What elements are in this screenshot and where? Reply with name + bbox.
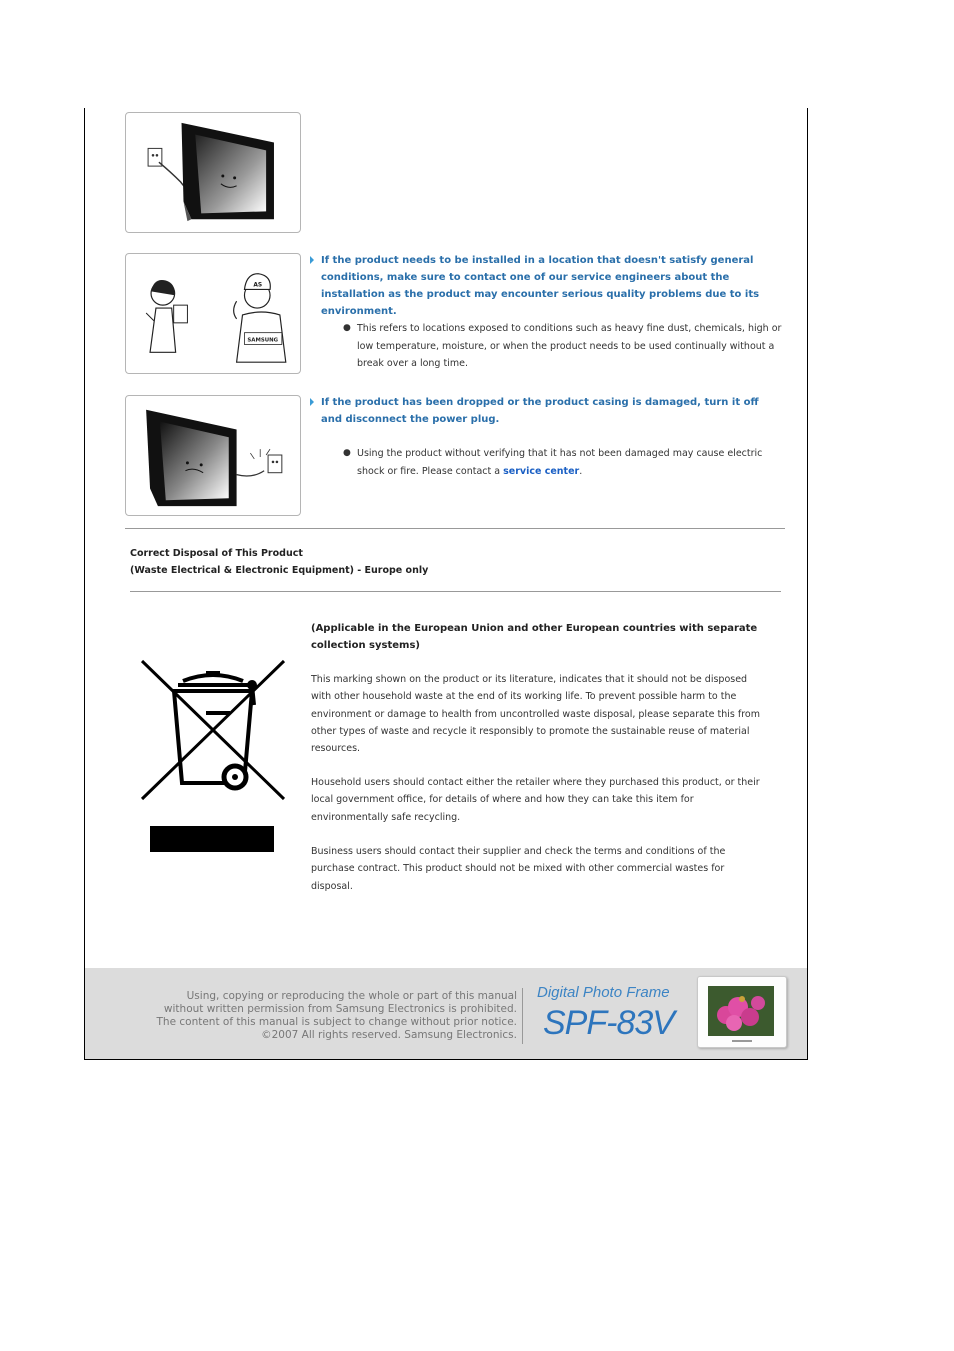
model-name: SPF-83V	[543, 1004, 674, 1042]
divider	[125, 528, 785, 529]
product-photo	[697, 976, 787, 1048]
arrow-right-icon	[310, 256, 314, 264]
disposal-paragraph-3: Business users should contact their supplier and check the terms and conditions of the purchase contract. This product should not be mixed with other commercial wastes for disposal.	[311, 846, 726, 892]
bullet-text	[343, 445, 783, 480]
disposal-paragraph-1: This marking shown on the product or its literature, indicates that it should not be disposed with other household waste at the end of its working life. To prevent possible harm to the environment or damage to health from uncontrolled waste disposal, please separate this from other types of waste and recycle it responsibly to promote the sustainable reuse of material resources.	[311, 674, 760, 755]
bullet-text: This refers to locations exposed to conditions such as heavy fine dust, chemicals, high or low temperature, moisture, or when the product needs to be used continually without a break over a long time.	[357, 323, 782, 369]
disposal-applicable: (Applicable in the European Union and other European countries with separate collection systems)	[311, 623, 758, 652]
arrow-right-icon	[310, 398, 314, 406]
footer-notice	[157, 990, 517, 1042]
warning-installation-heading	[310, 252, 780, 320]
disposal-title	[130, 545, 428, 579]
page-frame	[84, 108, 808, 1060]
cap-label: AS	[253, 282, 263, 289]
illustration-frame-unplug	[125, 395, 301, 516]
divider	[130, 591, 781, 592]
warning-text: If the product needs to be installed in a location that doesn't satisfy general conditions, make sure to contact one of our service engineers about the installation as the product may encounter serious quality problems due to its environment.	[321, 255, 760, 317]
footer-notice-line4: ©2007 All rights reserved. Samsung Electronics.	[261, 1029, 517, 1041]
product-line: Digital Photo Frame	[537, 984, 670, 1001]
frame-unplug-illustration	[126, 396, 300, 515]
footer	[84, 968, 808, 1060]
warning-text: If the product has been dropped or the product casing is damaged, turn it off and disconnect the power plug.	[321, 397, 759, 425]
frame-plug-illustration	[126, 113, 300, 232]
illustration-frame-plugged-in	[125, 112, 301, 233]
footer-notice-line1: Using, copying or reproducing the whole or part of this manual	[186, 990, 517, 1002]
bullet-dot-icon: ●	[343, 448, 351, 458]
disposal-title-line2: (Waste Electrical & Electronic Equipment) - Europe only	[130, 565, 429, 576]
shirt-label: SAMSUNG	[247, 337, 279, 344]
disposal-paragraph-2: Household users should contact either the retailer where they purchased this product, or their local government office, for details of where and how they can take this item for environmentally safe recycling.	[311, 777, 760, 823]
footer-notice-line3: The content of this manual is subject to change without prior notice.	[156, 1016, 517, 1028]
bullet-installation-detail	[343, 320, 783, 373]
bullet-damage-detail	[343, 445, 783, 480]
weee-symbol	[138, 655, 288, 855]
flower-photo-frame-image	[698, 977, 786, 1047]
weee-crossed-bin-icon	[138, 655, 288, 855]
disposal-title-line1: Correct Disposal of This Product	[130, 548, 303, 559]
bullet-dot-icon: ●	[343, 323, 351, 333]
illustration-service-engineer	[125, 253, 301, 374]
warning-damage-heading	[310, 394, 780, 428]
bullet-text-start: Using the product without verifying that it has not been damaged may cause electric shock or fire. Please contact a	[357, 448, 763, 477]
footer-notice-line2: without written permission from Samsung Electronics is prohibited.	[163, 1003, 517, 1015]
service-engineer-illustration	[126, 254, 300, 373]
footer-divider	[522, 988, 523, 1044]
bullet-text-end: .	[579, 465, 583, 477]
service-center-link[interactable]: service center	[503, 465, 580, 477]
